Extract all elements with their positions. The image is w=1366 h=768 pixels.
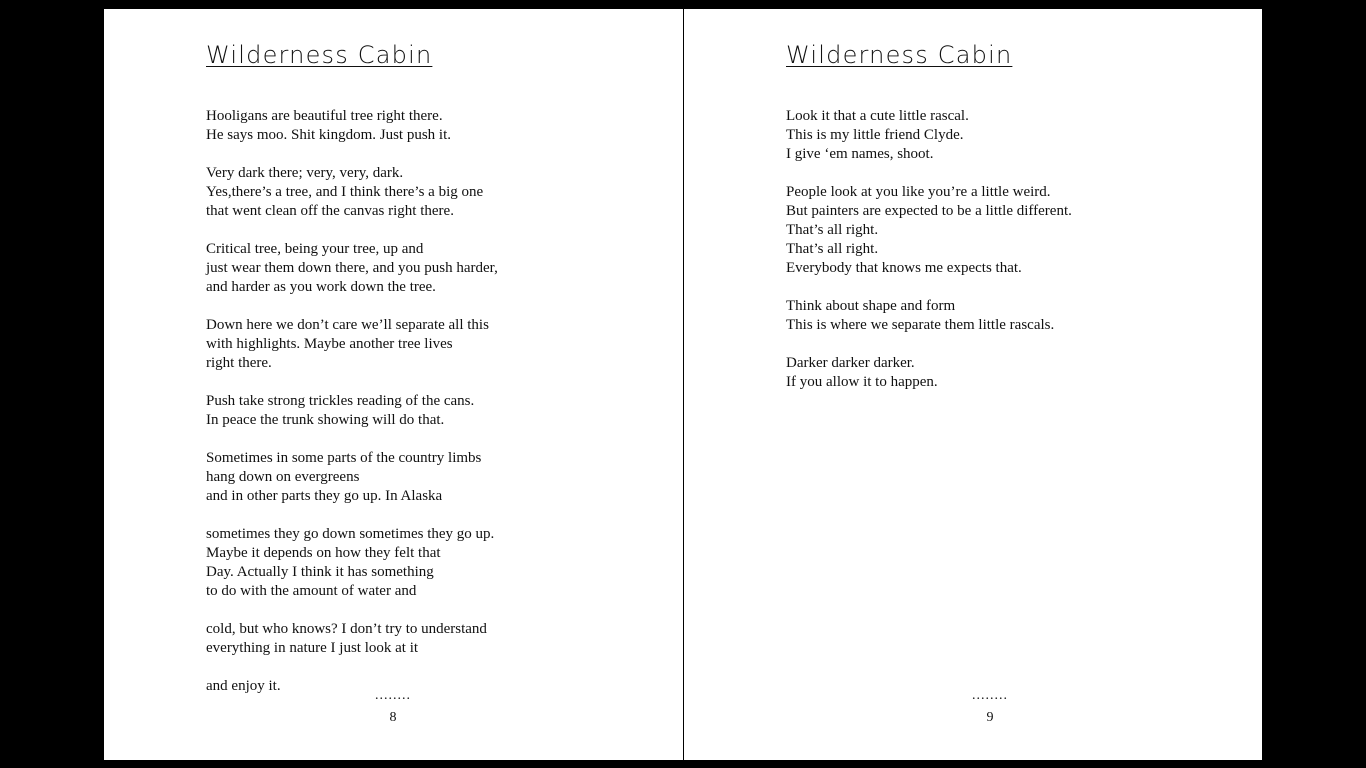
poem-line: But painters are expected to be a little different.	[786, 203, 1072, 219]
poem-line: This is where we separate them little rascals.	[786, 317, 1055, 333]
poem-line: and harder as you work down the tree.	[206, 279, 436, 295]
poem-line: cold, but who knows? I don’t try to understand	[206, 621, 487, 637]
poem-line: right there.	[206, 355, 272, 371]
stanza	[206, 392, 626, 430]
poem-line: Very dark there; very, very, dark.	[206, 165, 404, 181]
page-number: 9	[986, 710, 994, 725]
poem-line: If you allow it to happen.	[786, 374, 938, 390]
poem-line: He says moo. Shit kingdom. Just push it.	[206, 127, 452, 143]
stanza	[206, 164, 626, 221]
poem-line: Look it that a cute little rascal.	[786, 108, 969, 124]
footer-ornament: ........	[375, 688, 411, 703]
poem-body	[786, 107, 1206, 411]
poem-line: that went clean off the canvas right there.	[206, 203, 454, 219]
stanza	[206, 620, 626, 658]
poem-line: Day. Actually I think it has something	[206, 564, 434, 580]
poem-line: Everybody that knows me expects that.	[786, 260, 1022, 276]
poem-line: I give ‘em names, shoot.	[786, 146, 934, 162]
poem-line: sometimes they go down sometimes they go up.	[206, 526, 495, 542]
poem-line: Push take strong trickles reading of the cans.	[206, 393, 475, 409]
stanza	[786, 354, 1206, 392]
stanza	[206, 107, 626, 145]
poem-line: That’s all right.	[786, 241, 879, 257]
poem-line: Sometimes in some parts of the country limbs	[206, 450, 482, 466]
stanza	[786, 183, 1206, 278]
poem-line: and enjoy it.	[206, 678, 281, 694]
stanza	[786, 297, 1206, 335]
poem-line: and in other parts they go up. In Alaska	[206, 488, 443, 504]
poem-line: Yes,there’s a tree, and I think there’s a big one	[206, 184, 484, 200]
left-page	[104, 9, 683, 760]
stanza	[206, 316, 626, 373]
poem-line: That’s all right.	[786, 222, 879, 238]
poem-line: Critical tree, being your tree, up and	[206, 241, 424, 257]
footer-ornament: ........	[972, 688, 1008, 703]
poem-line: to do with the amount of water and	[206, 583, 417, 599]
poem-line: with highlights. Maybe another tree lives	[206, 336, 453, 352]
poem-line: everything in nature I just look at it	[206, 640, 419, 656]
poem-line: just wear them down there, and you push harder,	[206, 260, 498, 276]
poem-body	[206, 107, 626, 715]
stanza	[206, 240, 626, 297]
page-number: 8	[389, 710, 397, 725]
poem-line: hang down on evergreens	[206, 469, 360, 485]
poem-line: In peace the trunk showing will do that.	[206, 412, 445, 428]
poem-line: Hooligans are beautiful tree right there.	[206, 108, 443, 124]
book-spread	[104, 9, 1262, 760]
poem-line: This is my little friend Clyde.	[786, 127, 964, 143]
stanza	[206, 525, 626, 601]
poem-line: Maybe it depends on how they felt that	[206, 545, 441, 561]
right-page	[684, 9, 1262, 760]
poem-line: Down here we don’t care we’ll separate all this	[206, 317, 489, 333]
page-title: Wilderness Cabin	[206, 41, 433, 69]
stanza	[206, 449, 626, 506]
page-title: Wilderness Cabin	[786, 41, 1013, 69]
poem-line: Darker darker darker.	[786, 355, 915, 371]
poem-line: Think about shape and form	[786, 298, 956, 314]
poem-line: People look at you like you’re a little weird.	[786, 184, 1051, 200]
stanza	[786, 107, 1206, 164]
